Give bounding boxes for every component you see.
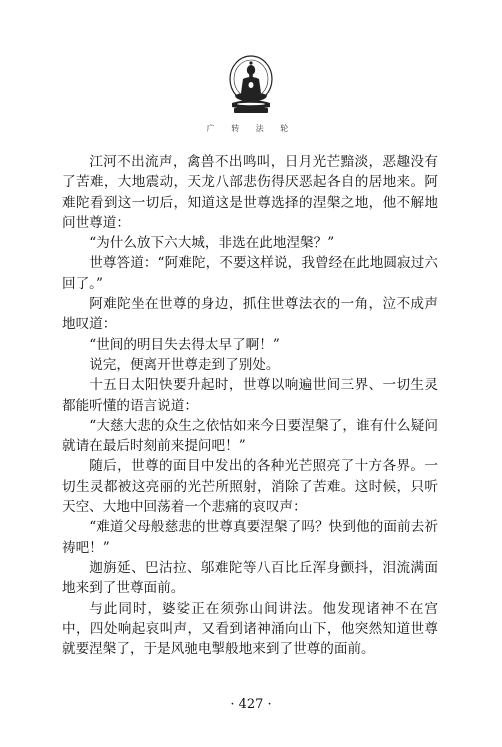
page-number: · 427 ·	[230, 697, 272, 712]
paragraph-11: 迦旃延、巴沽拉、邬难陀等八百比丘浑身颤抖，泪流满面地来到了世尊面前。	[62, 559, 438, 597]
paragraph-1: 江河不出流声，禽兽不出鸣叫，日月光芒黯淡，恶趣没有了苦难，大地震动，天龙八部悲伤得厌恶起各自的居地来。阿难陀看到这一切后，知道这是世尊选择的涅槃之地，他不解地问世尊道：	[62, 154, 438, 231]
paragraph-3: 世尊答道：“阿难陀，不要这样说，我曾经在此地圆寂过六回了。”	[62, 255, 438, 292]
paragraph-4: 阿难陀坐在世尊的身边，抓住世尊法衣的一角，泣不成声地叹道：	[62, 296, 438, 333]
paragraph-8: “大慈大悲的众生之依怙如来今日要涅槃了，谁有什么疑问就请在最后时刻前来提问吧！”	[62, 417, 438, 455]
seated-buddha-icon	[226, 55, 276, 117]
paragraph-9: 随后，世尊的面目中发出的各种光芒照亮了十方各界。一切生灵都被这亮丽的光芒所照射，消除了苦难。这时候，只听天空、大地中回荡着一个悲痛的哀叹声：	[62, 458, 438, 516]
paragraph-12: 与此同时，婆娑正在须弥山间讲法。他发现诸神不在宫中，四处响起哀叫声，又看到诸神涌向山下，他突然知道世尊就要涅槃了，于是风驰电掣般地来到了世尊的面前。	[62, 600, 438, 658]
paragraph-5: “世间的明目失去得太早了啊！”	[89, 336, 280, 353]
paragraph-6: 说完，便离开世尊走到了别处。	[89, 356, 280, 373]
body-text	[62, 152, 438, 659]
paragraph-2: “为什么放下六大城，非选在此地涅槃？”	[89, 235, 335, 252]
paragraph-7: 十五日太阳快要升起时，世尊以响遍世间三界、一切生灵都能听懂的语言说道：	[62, 377, 438, 414]
running-header: 广 转 法 轮	[206, 124, 296, 133]
paragraph-10: “难道父母般慈悲的世尊真要涅槃了吗？快到他的面前去祈祷吧！”	[62, 519, 438, 556]
